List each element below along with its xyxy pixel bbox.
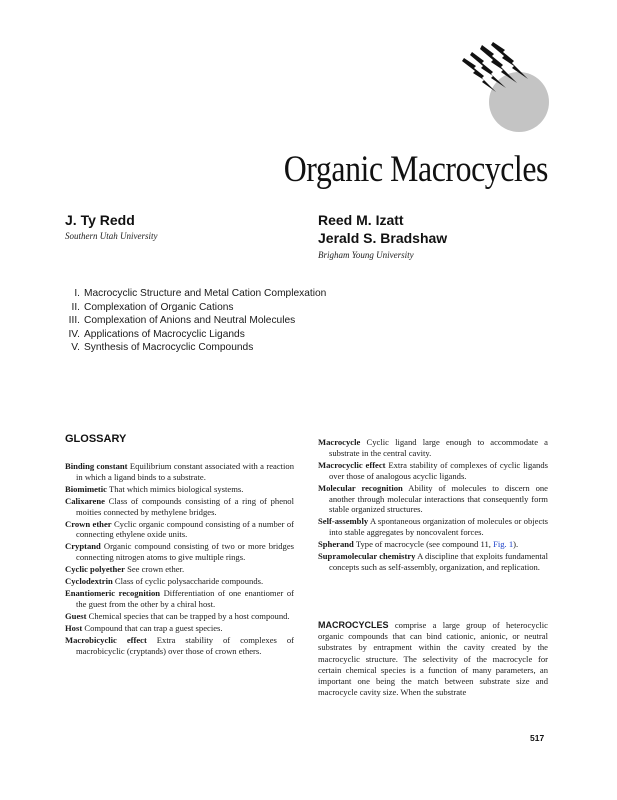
author-name: J. Ty Redd [65,212,135,228]
glossary-entry: Crown ether Cyclic organic compound consisting of a number of connecting ethylene oxide units. [65,518,294,540]
glossary-entry: Biomimetic That which mimics biological systems. [65,483,244,494]
glossary-entry: Binding constant Equilibrium constant associated with a reaction in which a ligand binds to a substrate. [65,461,295,482]
glossary-entry: Self-assembly A spontaneous organization of molecules or objects into stable aggregates by noncovalent forces. [318,516,548,538]
page-number: 517 [530,733,545,743]
outline-item: V. Synthesis of Macrocyclic Compounds [71,342,254,354]
glossary-heading: GLOSSARY [65,433,127,445]
glossary-left-column [65,461,294,657]
outline-item: I. Macrocyclic Structure and Metal Cation Complexation [74,288,327,299]
glossary-entry: Cyclic polyether See crown ether. [65,564,185,575]
section-outline [62,287,342,355]
glossary-entry: Supramolecular chemistry A discipline that exploits fundamental concepts such as self-assembly, organization, and replication. [318,551,548,572]
glossary-entry: Guest Chemical species that can be trapped by a host compound. [65,610,290,621]
lightning-logo-icon [462,42,552,134]
outline-item: IV. Applications of Macrocyclic Ligands [68,328,245,340]
glossary-right-column [318,437,548,574]
glossary-entry: Macrobicyclic effect Extra stability of complexes of macrobicyclic (cryptands) over those of crown ethers. [65,634,294,656]
author-block-left [65,211,158,241]
author-affiliation: Southern Utah University [65,231,158,241]
outline-item: II. Complexation of Organic Cations [71,301,234,313]
outline-item: III. Complexation of Anions and Neutral Molecules [68,315,296,327]
figure-link[interactable]: Fig. 1 [493,539,514,550]
author-block-right [318,211,447,260]
glossary-entry: Enantiomeric recognition Differentiation of one enantiomer of the guest from the other by a chiral host. [65,587,294,609]
glossary-entry: Host Compound that can trap a guest species. [65,622,223,633]
glossary-entry: Calixarene Class of compounds consisting of a ring of phenol moities connected by methylene bridges. [65,495,294,517]
intro-paragraph [318,620,548,698]
author-name: Reed M. Izatt [318,212,404,228]
article-title: Organic Macrocycles [283,149,548,190]
author-affiliation: Brigham Young University [318,250,414,260]
intro-text: comprise a large group of heterocyclic organic compounds that can bind cationic, anionic, or neutral substrates by entrapment within the cavity created by the macrocyclic structure. The selectivity of the macrocycle for certain chemical species is a function of many parameters, an important one being the match between substrate size and macrocycle cavity size. When the substrate [318,620,548,698]
glossary-entry: Molecular recognition Ability of molecules to discern one another through molecular interactions that consequently form stable organized structures. [318,482,548,515]
author-name: Jerald S. Bradshaw [318,230,448,246]
glossary-entry: Spherand Type of macrocycle (see compound 11, Fig. 1). [318,539,519,550]
glossary-entry: Cyclodextrin Class of cyclic polysaccharide compounds. [65,576,264,587]
glossary-entry: Macrocyclic effect Extra stability of complexes of cyclic ligands over those of analogous acyclic ligands. [318,459,548,481]
glossary-entry: Cryptand Organic compound consisting of two or more bridges connecting nitrogen atoms to give multiple rings. [65,541,294,563]
glossary-entry: Macrocycle Cyclic ligand large enough to accommodate a substrate in the central cavity. [318,437,549,458]
intro-lead: MACROCYCLES [318,620,389,630]
